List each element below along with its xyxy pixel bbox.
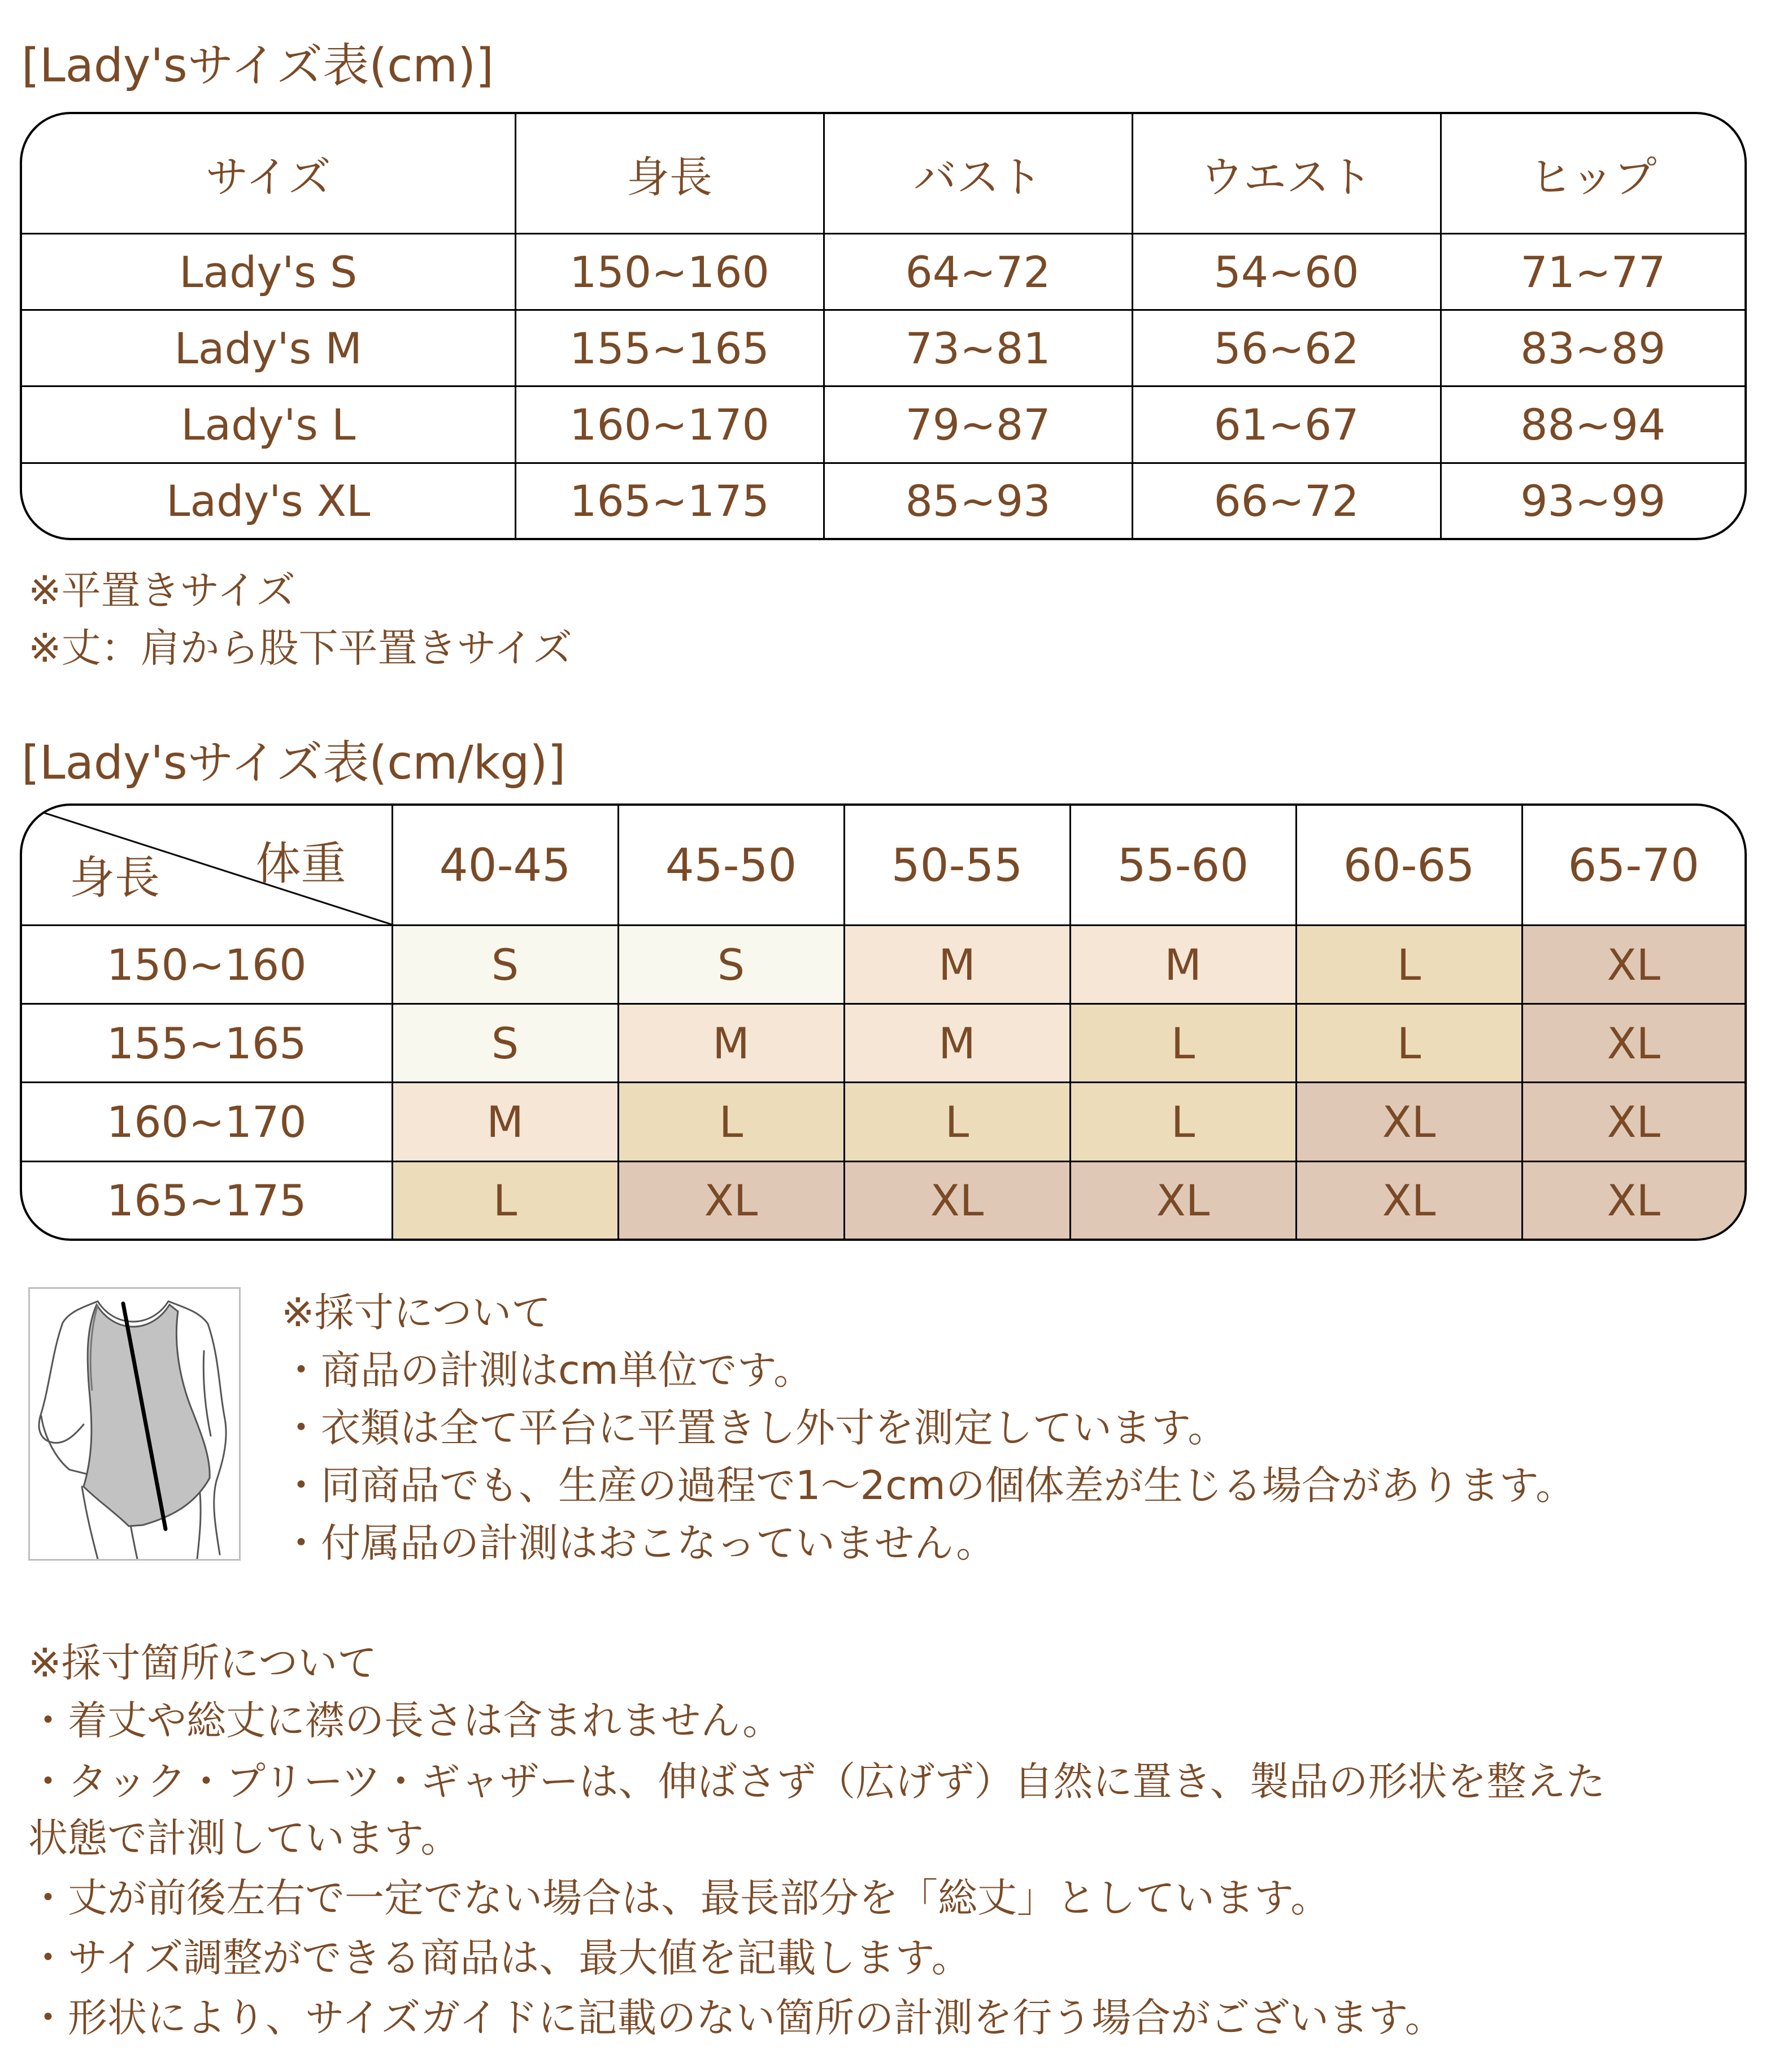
cell-height: 165~175 [515,463,824,538]
cell-hip: 71~77 [1441,234,1745,310]
size-cell: S [392,1004,618,1083]
cell-height: 150~160 [515,234,824,310]
size-cell: XL [1522,1083,1745,1161]
measure-note-item: ・同商品でも、生産の過程で1～2cmの個体差が生じる場合があります。 [281,1462,1576,1509]
cell-bust: 64~72 [824,234,1132,310]
size-cell: M [618,1004,844,1083]
cell-bust: 73~81 [824,310,1132,386]
height-cell: 155~165 [22,1004,392,1083]
cell-hip: 88~94 [1441,386,1745,463]
weight-header: 55-60 [1070,806,1296,926]
location-notes-heading: ※採寸箇所について [28,1640,377,1686]
measure-note-item: ・衣類は全て平台に平置きし外寸を測定しています。 [281,1405,1228,1451]
cell-hip: 83~89 [1441,310,1745,386]
header-size: サイズ [22,114,515,234]
location-note-item: ・タック・プリーツ・ギャザーは、伸ばさず（広げず）自然に置き、製品の形状を整えた [28,1758,1606,1805]
table-row [22,386,1745,463]
size-cell: XL [1296,1083,1522,1161]
size-cell: M [844,1004,1070,1083]
size-cell: XL [1296,1161,1522,1239]
corner-cell [22,806,392,926]
size-cell: XL [1522,1004,1745,1083]
table-row [22,310,1745,386]
table-row [22,1004,1745,1083]
size-cell: L [844,1083,1070,1161]
size-cell: XL [1522,926,1745,1004]
weight-header: 50-55 [844,806,1070,926]
table-row [22,926,1745,1004]
cell-hip: 93~99 [1441,463,1745,538]
table-row [22,1083,1745,1161]
cell-size: Lady's S [22,234,515,310]
corner-height-label: 身長 [69,852,160,904]
corner-weight-label: 体重 [255,837,346,890]
size-cell: M [392,1083,618,1161]
cell-size: Lady's M [22,310,515,386]
measure-note-item: ・付属品の計測はおこなっていません。 [281,1520,996,1566]
height-cell: 160~170 [22,1083,392,1161]
cell-size: Lady's XL [22,463,515,538]
measurement-illustration [28,1287,241,1561]
size-cell: S [392,926,618,1004]
measure-note-item: ・商品の計測はcm単位です。 [281,1347,814,1393]
location-note-item: 状態で計測しています。 [28,1815,460,1861]
size-cell: L [392,1161,618,1239]
location-note-item: ・サイズ調整ができる商品は、最大値を記載します。 [28,1935,971,1981]
cell-waist: 61~67 [1132,386,1441,463]
height-cell: 150~160 [22,926,392,1004]
weight-size-table [20,803,1747,1241]
measure-notes-heading: ※採寸について [281,1289,551,1336]
swimsuit-figure-icon [30,1289,239,1559]
cell-bust: 85~93 [824,463,1132,538]
flat-size-note: ※平置きサイズ [28,567,296,614]
size-cell: XL [844,1161,1070,1239]
size-cell: XL [1522,1161,1745,1239]
cell-height: 160~170 [515,386,824,463]
header-waist: ウエスト [1132,114,1441,234]
size-cell: L [618,1083,844,1161]
size-cell: M [1070,926,1296,1004]
table-row [22,234,1745,310]
weight-table-header-row [22,806,1745,926]
weight-header: 45-50 [618,806,844,926]
size-cell: XL [1070,1161,1296,1239]
height-cell: 165~175 [22,1161,392,1239]
table-row [22,1161,1745,1239]
size-cell: L [1070,1004,1296,1083]
header-hip: ヒップ [1441,114,1745,234]
header-height: 身長 [515,114,824,234]
size-table [20,112,1747,540]
cell-waist: 56~62 [1132,310,1441,386]
size-cell: XL [618,1161,844,1239]
size-cell: M [844,926,1070,1004]
weight-table-title: [Lady'sサイズ表(cm/kg)] [21,736,566,790]
location-note-item: ・形状により、サイズガイドに記載のない箇所の計測を行う場合がございます。 [28,1995,1445,2041]
location-note-item: ・着丈や総丈に襟の長さは含まれません。 [28,1697,782,1744]
size-cell: S [618,926,844,1004]
cell-size: Lady's L [22,386,515,463]
size-cell: L [1070,1083,1296,1161]
size-cell: L [1296,1004,1522,1083]
weight-header: 65-70 [1522,806,1745,926]
cell-bust: 79~87 [824,386,1132,463]
cell-height: 155~165 [515,310,824,386]
weight-header: 60-65 [1296,806,1522,926]
cell-waist: 66~72 [1132,463,1441,538]
weight-header: 40-45 [392,806,618,926]
length-note: ※丈：肩から股下平置きサイズ [28,625,573,671]
size-table-header-row [22,114,1745,234]
cell-waist: 54~60 [1132,234,1441,310]
table-row [22,463,1745,538]
size-table-title: [Lady'sサイズ表(cm)] [21,39,494,93]
location-note-item: ・丈が前後左右で一定でない場合は、最長部分を「総丈」としています。 [28,1875,1330,1921]
header-bust: バスト [824,114,1132,234]
size-cell: L [1296,926,1522,1004]
